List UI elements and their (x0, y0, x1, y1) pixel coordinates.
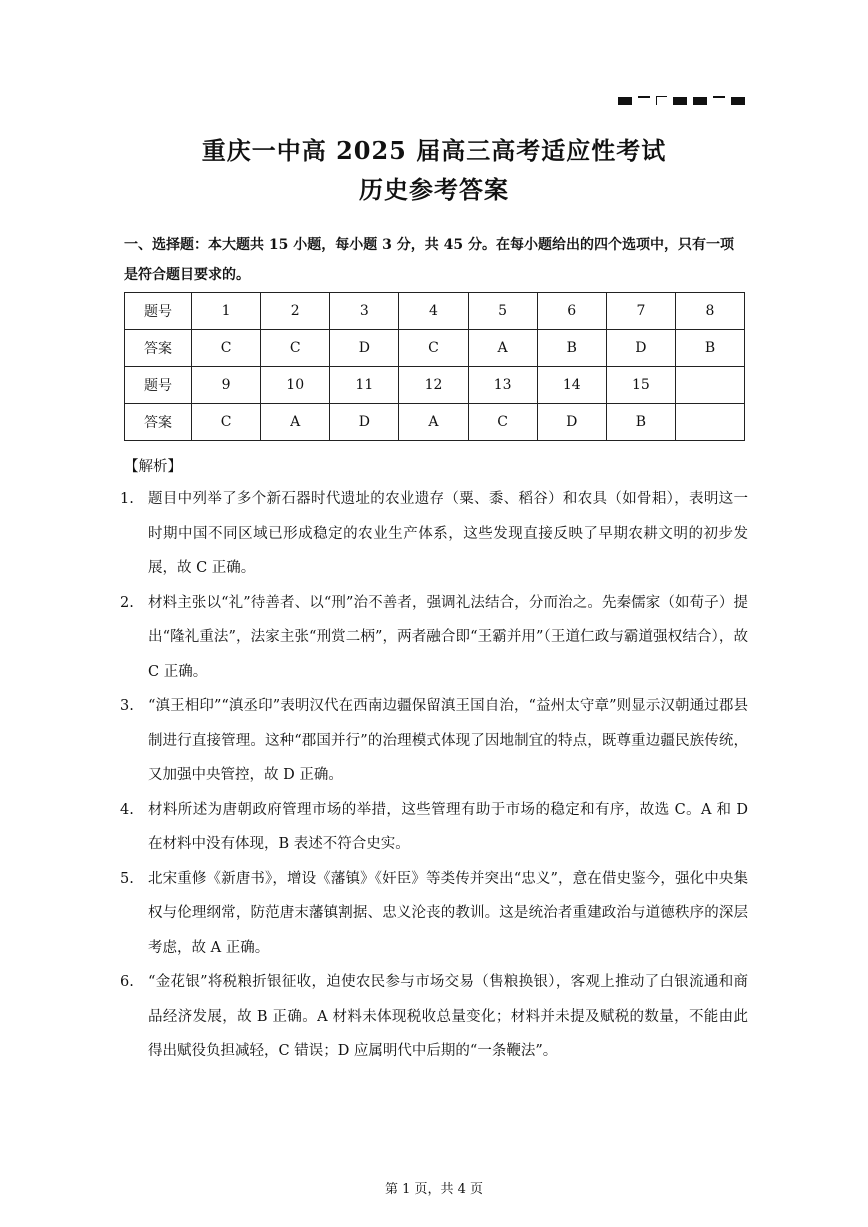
table-cell: 14 (537, 367, 606, 404)
table-cell: B (606, 404, 675, 441)
table-cell: D (537, 404, 606, 441)
barcode-mark (618, 94, 745, 106)
barcode-block (673, 97, 687, 105)
item-text: “金花银”将税粮折银征收，迫使农民参与市场交易（售粮换银），客观上推动了白银流通和商品经济发展，故 B 正确。A 材料未体现税收总量变化；材料并未提及赋税的数量，不能由此得出赋役负担减轻，C 错误；D 应属明代中后期的“一条鞭法”。 (148, 974, 748, 1059)
table-cell: 9 (192, 367, 261, 404)
barcode-dash (713, 96, 725, 98)
item-text: 材料主张以“礼”待善者、以“刑”治不善者，强调礼法结合，分而治之。先秦儒家（如荀子）提出“隆礼重法”，法家主张“刑赏二柄”，两者融合即“王霸并用”（王道仁政与霸道强权结合），故 C 正确。 (148, 594, 748, 680)
table-cell (675, 367, 744, 404)
row-label: 题号 (125, 293, 192, 330)
page-footer: 第 1 页，共 4 页 (384, 1182, 484, 1197)
table-cell: B (537, 330, 606, 367)
item-text: 材料所述为唐朝政府管理市场的举措，这些管理有助于市场的稳定和有序，故选 C。A 和 D 在材料中没有体现，B 表述不符合史实。 (148, 801, 748, 852)
list-item (120, 862, 748, 966)
item-text: 北宋重修《新唐书》，增设《藩镇》《奸臣》等类传并突出“忠义”，意在借史鉴今，强化中央集权与伦理纲常，防范唐末藩镇割据、忠义沦丧的教训。这是统治者重建政治与道德秩序的深层考虑，故 A 正确。 (148, 870, 748, 956)
table-cell: 13 (468, 367, 537, 404)
table-cell: C (468, 404, 537, 441)
answer-table (124, 292, 745, 441)
barcode-block (618, 97, 632, 105)
section-heading: 一、选择题：本大题共 15 小题，每小题 3 分，共 45 分。在每小题给出的四个选项中，只有一项是符合题目要求的。 (124, 237, 734, 283)
page-subtitle: 历史参考答案 (359, 175, 509, 204)
item-number: 1. (120, 491, 134, 507)
list-item (120, 482, 748, 586)
table-cell: A (261, 404, 330, 441)
table-cell: A (399, 404, 468, 441)
table-row (125, 330, 745, 367)
table-cell: 8 (675, 293, 744, 330)
table-cell: C (399, 330, 468, 367)
table-cell: C (192, 330, 261, 367)
table-cell: D (330, 330, 399, 367)
item-number: 3. (120, 698, 134, 714)
analysis-heading: 【解析】 (124, 459, 182, 475)
table-cell: D (606, 330, 675, 367)
item-number: 2. (120, 594, 134, 611)
row-label: 答案 (125, 404, 192, 441)
table-cell: C (192, 404, 261, 441)
table-cell: 5 (468, 293, 537, 330)
table-cell: 4 (399, 293, 468, 330)
row-label: 答案 (125, 330, 192, 367)
table-cell: 12 (399, 367, 468, 404)
table-row (125, 404, 745, 441)
item-text: 题目中列举了多个新石器时代遗址的农业遗存（粟、黍、稻谷）和农具（如骨耜），表明这一时期中国不同区域已形成稳定的农业生产体系，这些发现直接反映了早期农耕文明的初步发展，故 C 正确。 (148, 491, 748, 576)
row-label: 题号 (125, 367, 192, 404)
table-cell: 7 (606, 293, 675, 330)
barcode-block (693, 97, 707, 105)
list-item (120, 793, 748, 862)
table-cell: A (468, 330, 537, 367)
list-item (120, 965, 748, 1069)
table-cell: 3 (330, 293, 399, 330)
barcode-corner (656, 96, 667, 105)
table-cell (675, 404, 744, 441)
list-item (120, 586, 748, 690)
table-cell: 1 (192, 293, 261, 330)
barcode-dash (638, 96, 650, 98)
item-number: 5. (120, 870, 134, 887)
table-cell: 11 (330, 367, 399, 404)
analysis-list (120, 482, 748, 1069)
table-cell: 6 (537, 293, 606, 330)
table-cell: D (330, 404, 399, 441)
item-text: “滇王相印”“滇丞印”表明汉代在西南边疆保留滇王国自治，“益州太守章”则显示汉朝通过郡县制进行直接管理。这种“郡国并行”的治理模式体现了因地制宜的特点，既尊重边疆民族传统，又加强中央管控，故 D 正确。 (148, 698, 748, 783)
item-number: 6. (120, 974, 134, 990)
table-cell: 2 (261, 293, 330, 330)
table-cell: 15 (606, 367, 675, 404)
item-number: 4. (120, 801, 134, 818)
table-cell: B (675, 330, 744, 367)
list-item (120, 689, 748, 793)
table-row (125, 293, 745, 330)
barcode-block (731, 97, 745, 105)
table-cell: 10 (261, 367, 330, 404)
table-cell: C (261, 330, 330, 367)
table-row (125, 367, 745, 404)
page-title: 重庆一中高 2025 届高三高考适应性考试 (201, 136, 667, 165)
